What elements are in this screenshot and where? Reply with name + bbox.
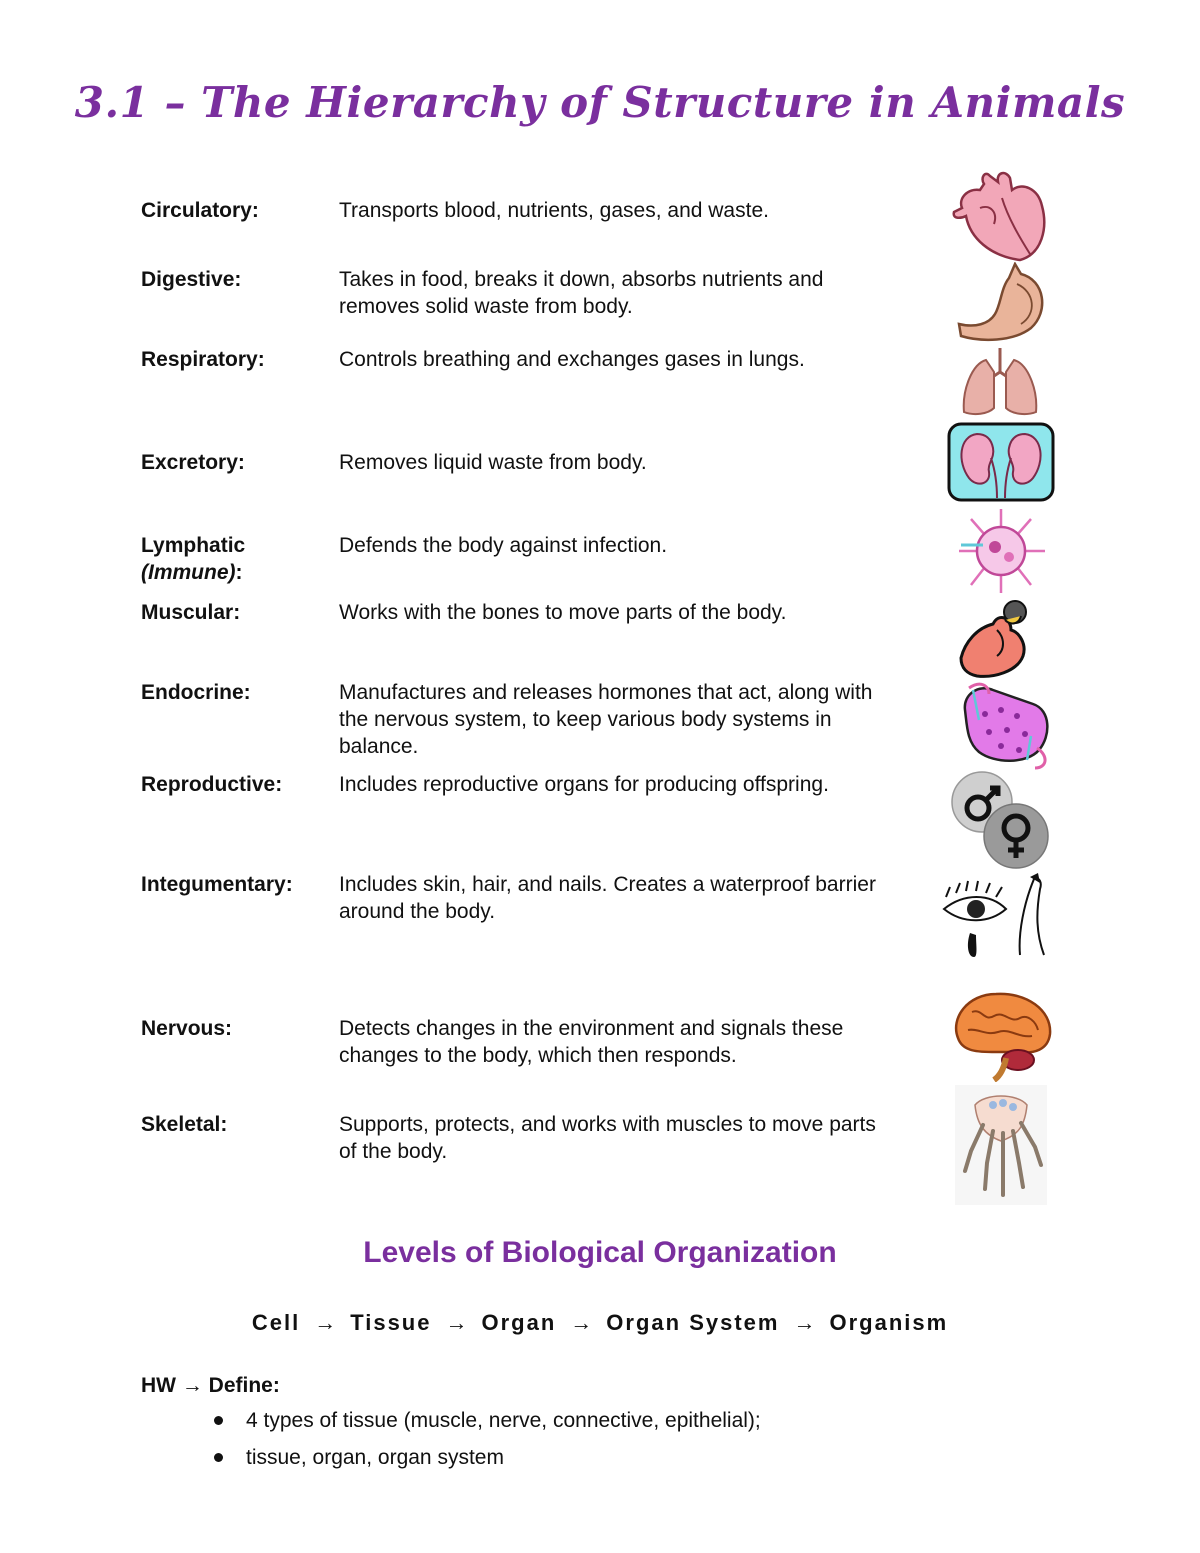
system-description: Works with the bones to move parts of the body.: [339, 601, 787, 624]
arrow-icon: →: [314, 1310, 337, 1335]
system-description: Controls breathing and exchanges gases in lungs.: [339, 348, 805, 371]
homework-list: [212, 1402, 761, 1476]
list-item: [212, 1402, 761, 1439]
lungs-icon: [958, 346, 1042, 418]
list-item-text: tissue, organ, organ system: [246, 1446, 504, 1469]
arrow-icon: →: [793, 1310, 816, 1335]
level-organ-system: Organ System: [606, 1310, 780, 1335]
system-name-line2: (Immune): [141, 561, 236, 584]
system-name: Reproductive:: [141, 773, 283, 796]
gender-symbols-icon: [950, 770, 1050, 870]
level-organism: Organism: [829, 1310, 949, 1335]
system-name: Respiratory:: [141, 348, 265, 371]
list-item-text: 4 types of tissue (muscle, nerve, connective, epithelial);: [246, 1409, 761, 1432]
system-name: Skeletal:: [141, 1113, 228, 1136]
flexed-arm-icon: [957, 598, 1047, 680]
system-name: Excretory:: [141, 451, 245, 474]
level-tissue: Tissue: [350, 1310, 432, 1335]
system-description: Manufactures and releases hormones that act, along with the nervous system, to keep various body systems in balance.: [339, 681, 873, 758]
arrow-icon: →: [445, 1310, 468, 1335]
page-title: 3.1 – The Hierarchy of Structure in Animals: [74, 78, 1126, 127]
system-description: Includes reproductive organs for producing offspring.: [339, 773, 829, 796]
arrow-icon: →: [570, 1310, 593, 1335]
system-name-suffix: :: [235, 561, 243, 584]
hand-skeleton-icon: [955, 1085, 1047, 1205]
system-description: Transports blood, nutrients, gases, and waste.: [339, 199, 769, 222]
system-description: Supports, protects, and works with muscles to move parts of the body.: [339, 1113, 876, 1163]
system-name: Nervous:: [141, 1017, 233, 1040]
system-name: Muscular:: [141, 601, 241, 624]
level-cell: Cell: [251, 1310, 301, 1335]
brain-icon: [948, 988, 1056, 1082]
list-item: [212, 1439, 761, 1476]
gland-cells-icon: [955, 680, 1055, 770]
stomach-icon: [955, 262, 1050, 344]
levels-heading: Levels of Biological Organization: [363, 1236, 837, 1269]
homework-label: HW → Define:: [141, 1374, 280, 1397]
lymph-node-icon: [955, 505, 1047, 595]
system-description: Removes liquid waste from body.: [339, 451, 647, 474]
system-name: Digestive:: [141, 268, 242, 291]
eye-hand-icon: [940, 873, 1062, 959]
system-name: [141, 532, 245, 586]
bullet-icon: [214, 1453, 223, 1462]
heart-icon: [950, 168, 1050, 263]
kidneys-icon: [947, 422, 1055, 502]
system-name-line1: Lymphatic: [141, 534, 246, 557]
system-description: Includes skin, hair, and nails. Creates a waterproof barrier around the body.: [339, 873, 876, 923]
system-description: Detects changes in the environment and signals these changes to the body, which then responds.: [339, 1017, 844, 1067]
system-name: Circulatory:: [141, 199, 259, 222]
level-organ: Organ: [481, 1310, 557, 1335]
system-description: Takes in food, breaks it down, absorbs nutrients and removes solid waste from body.: [339, 268, 824, 318]
system-name: Integumentary:: [141, 873, 293, 896]
levels-of-organization: [0, 1310, 1200, 1336]
bullet-icon: [214, 1416, 223, 1425]
system-description: Defends the body against infection.: [339, 534, 668, 557]
system-name: Endocrine:: [141, 681, 251, 704]
